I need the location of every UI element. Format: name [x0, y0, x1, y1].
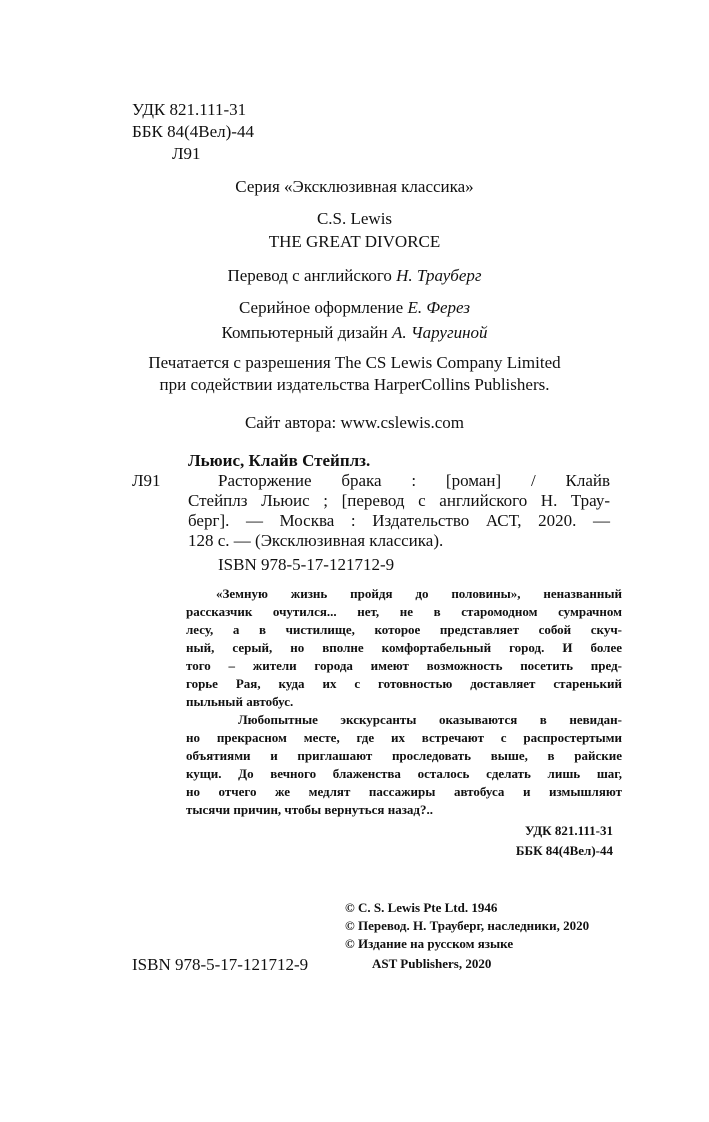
catalog-heading: Льюис, Клайв Стейплз. [188, 451, 371, 470]
annotation-line: Любопытные экскурсанты оказываются в невидан- [238, 712, 622, 727]
credit-computer-design [0, 322, 709, 343]
series-title: Серия «Эксклюзивная классика» [235, 177, 474, 196]
footer-udk: УДК 821.111-31 [525, 823, 613, 838]
permission-line-2: при содействии издательства HarperCollins Publishers. [159, 375, 550, 394]
credit-role: Серийное оформление [239, 298, 404, 317]
catalog-card [132, 451, 610, 575]
credit-name: А. Чаругиной [392, 323, 488, 342]
author-website: Сайт автора: www.cslewis.com [244, 413, 465, 432]
credit-name: Е. Ферез [407, 298, 470, 317]
annotation-line: лесу, а в чистилище, которое представляет собой скуч- [186, 622, 622, 637]
copyright-line: AST Publishers, 2020 [372, 956, 492, 971]
annotation-line: кущи. До вечного блаженства осталось сделать лишь шаг, [186, 766, 622, 781]
annotation [186, 585, 622, 819]
original-title: THE GREAT DIVORCE [268, 232, 441, 251]
copyright-line: © C. S. Lewis Pte Ltd. 1946 [345, 900, 498, 915]
annotation-line: но прекрасном месте, где их встречают с распростертыми [186, 730, 622, 745]
annotation-line: «Земную жизнь пройдя до половины», неназванный [216, 586, 622, 601]
annotation-line: рассказчик очутился... нет, не в старомодном сумрачном [186, 604, 622, 619]
catalog-mark: Л91 [132, 471, 161, 490]
annotation-line: ный, серый, но вполне комфортабельный город. И более [186, 640, 622, 655]
annotation-line: но отчего же медлят пассажиры автобуса и измышляют [186, 784, 622, 799]
permission-line-1: Печатается с разрешения The CS Lewis Company Limited [148, 353, 561, 372]
catalog-isbn: ISBN 978-5-17-121712-9 [218, 555, 395, 574]
credit-translation [0, 265, 709, 286]
catalog-line: 128 с. — (Эксклюзивная классика). [188, 531, 444, 550]
annotation-line: того – жители города имеют возможность посетить пред- [186, 658, 622, 673]
credit-series-design [0, 297, 709, 318]
copyright-line: © Издание на русском языке [345, 936, 514, 951]
isbn-bottom: ISBN 978-5-17-121712-9 [132, 955, 309, 974]
catalog-line: берг]. — Москва : Издательство АСТ, 2020. — [188, 511, 610, 530]
footer-bbk: ББК 84(4Вел)-44 [515, 843, 613, 858]
credit-name: Н. Трауберг [396, 266, 482, 285]
catalog-line: Расторжение брака : [роман] / Клайв [218, 471, 610, 490]
annotation-line: горье Рая, куда их с готовностью доставляет старенький [186, 676, 622, 691]
copyright-line: © Перевод. Н. Трауберг, наследники, 2020 [345, 918, 590, 933]
author-mark: Л91 [172, 144, 201, 163]
credit-role: Перевод с английского [227, 266, 392, 285]
credit-role: Компьютерный дизайн [221, 323, 388, 342]
annotation-line: объятиями и приглашают проследовать выше, в райские [186, 748, 622, 763]
annotation-line: тысячи причин, чтобы вернуться назад?.. [186, 802, 433, 817]
udk-code: УДК 821.111-31 [132, 100, 247, 119]
bbk-code: ББК 84(4Вел)-44 [132, 122, 254, 141]
catalog-line: Стейплз Льюис ; [перевод с английского Н. Трау- [188, 491, 610, 510]
original-author: C.S. Lewis [316, 209, 393, 228]
annotation-line: пыльный автобус. [186, 694, 294, 709]
